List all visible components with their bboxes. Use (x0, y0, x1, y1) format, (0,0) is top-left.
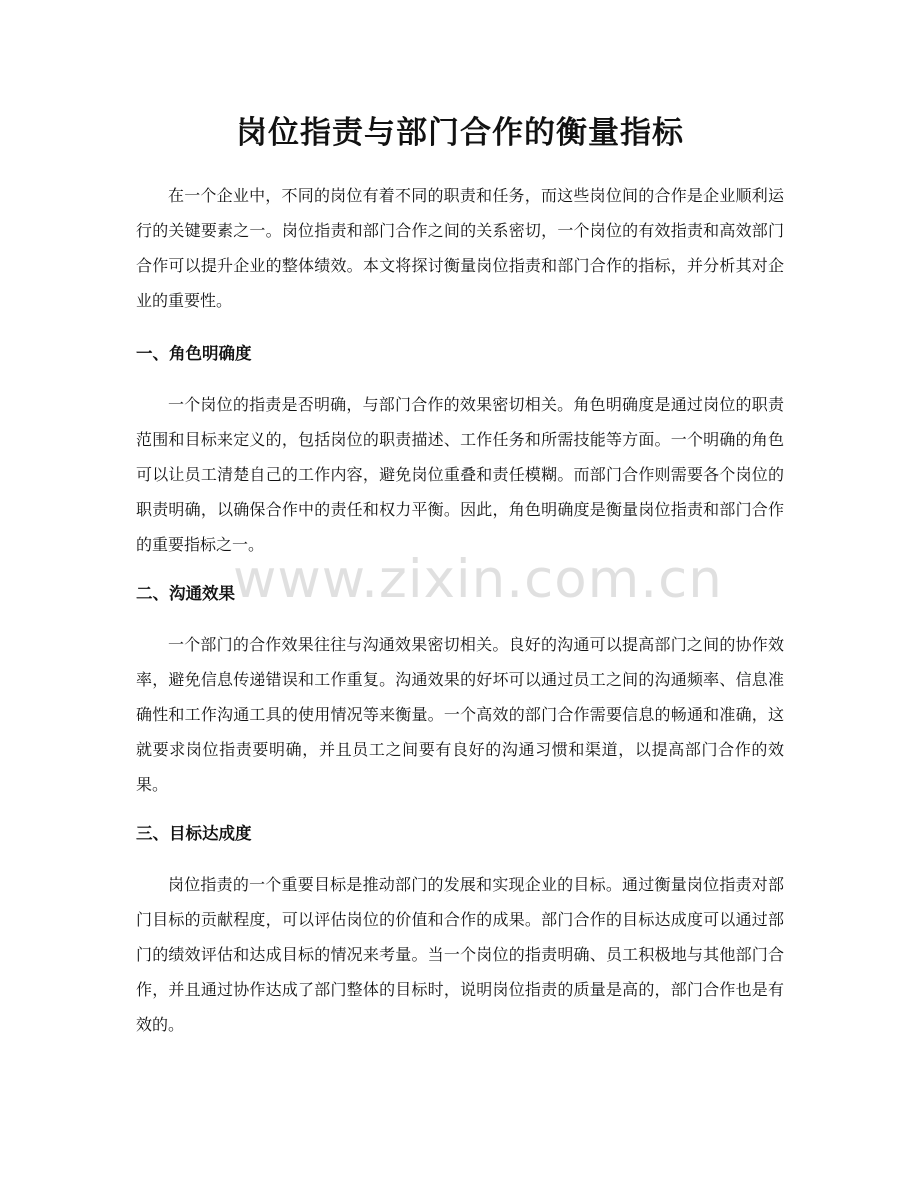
section-body-role-clarity: 一个岗位的指责是否明确，与部门合作的效果密切相关。角色明确度是通过岗位的职责范围和目标来定义的，包括岗位的职责描述、工作任务和所需技能等方面。一个明确的角色可以让员工清楚自己的工作内容，避免岗位重叠和责任模糊。而部门合作则需要各个岗位的职责明确，以确保合作中的责任和权力平衡。因此，角色明确度是衡量岗位指责和部门合作的重要指标之一。 (136, 395, 784, 554)
section-heading-communication: 二、沟通效果 (136, 584, 235, 603)
section-body-communication: 一个部门的合作效果往往与沟通效果密切相关。良好的沟通可以提高部门之间的协作效率，避免信息传递错误和工作重复。沟通效果的好坏可以通过员工之间的沟通频率、信息准确性和工作沟通工具的使用情况等来衡量。一个高效的部门合作需要信息的畅通和准确，这就要求岗位指责要明确，并且员工之间要有良好的沟通习惯和渠道，以提高部门合作的效果。 (136, 635, 784, 794)
section-heading-role-clarity: 一、角色明确度 (136, 344, 252, 363)
watermark: www.zixin.com.cn (233, 549, 723, 610)
section-body-goal-achievement: 岗位指责的一个重要目标是推动部门的发展和实现企业的目标。通过衡量岗位指责对部门目标的贡献程度，可以评估岗位的价值和合作的成果。部门合作的目标达成度可以通过部门的绩效评估和达成目标的情况来考量。当一个岗位的指责明确、员工积极地与其他部门合作，并且通过协作达成了部门整体的目标时，说明岗位指责的质量是高的，部门合作也是有效的。 (136, 875, 784, 1034)
intro-paragraph: 在一个企业中，不同的岗位有着不同的职责和任务，而这些岗位间的合作是企业顺利运行的关键要素之一。岗位指责和部门合作之间的关系密切，一个岗位的有效指责和高效部门合作可以提升企业的整体绩效。本文将探讨衡量岗位指责和部门合作的指标，并分析其对企业的重要性。 (136, 186, 784, 310)
document-title: 岗位指责与部门合作的衡量指标 (236, 115, 684, 151)
document-page (136, 0, 784, 1042)
section-heading-goal-achievement: 三、目标达成度 (136, 824, 252, 843)
